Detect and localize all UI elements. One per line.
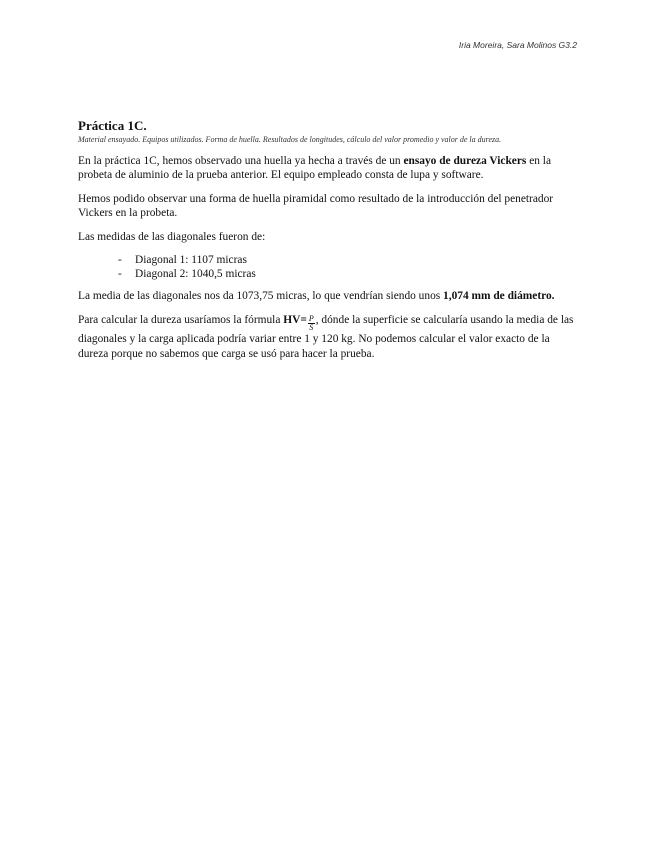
document-body [78,118,578,370]
paragraph-formula [78,313,578,361]
paragraph-average-bold: 1,074 mm de diámetro. [443,290,555,303]
list-item-text: Diagonal 2: 1040,5 micras [135,268,256,281]
paragraph-average [78,289,578,304]
formula-numerator: P [308,314,314,324]
section-title: Práctica 1C. [78,118,147,133]
paragraph-intro [78,154,578,183]
paragraph-intro-bold: ensayo de dureza Vickers [403,154,527,167]
formula-hv: HV= [283,314,307,327]
paragraph-formula-text: Para calcular la dureza usaríamos la fórmula [78,314,284,327]
section-subtitle: Material ensayado. Equipos utilizados. Forma de huella. Resultados de longitudes, cálculo del valor promedio y valor de la dureza. [78,135,502,144]
paragraph-measures-intro: Las medidas de las diagonales fueron de: [78,230,266,243]
formula-fraction [308,315,315,332]
page-header-authors: Iria Moreira, Sara Molinos G3.2 [458,40,577,50]
list-item [118,253,578,267]
list-dash: - [118,254,122,267]
formula-denominator: S [309,323,314,333]
paragraph-intro-text: En la práctica 1C, hemos observado una huella ya hecha a través de un [78,154,404,167]
list-item-text: Diagonal 1: 1107 micras [135,254,247,267]
list-item [118,267,578,281]
paragraph-shape: Hemos podido observar una forma de huella piramidal como resultado de la introducción del penetrador Vickers en la probeta. [78,192,554,220]
diagonals-list [78,253,578,281]
paragraph-formula-text-end: , dónde la superficie se calcularía usando la media de las diagonales y la carga aplicada podría variar entre 1 y 120 kg. No podemos calcular el valor exacto de la dureza porque no sabemos que carga se usó para hacer la prueba. [78,314,574,360]
paragraph-average-text: La media de las diagonales nos da 1073,75 micras, lo que vendrían siendo unos [78,290,444,303]
list-dash: - [118,268,122,281]
paragraph-intro-text-end: en la probeta de aluminio de la prueba anterior. El equipo empleado consta de lupa y software. [78,154,552,182]
